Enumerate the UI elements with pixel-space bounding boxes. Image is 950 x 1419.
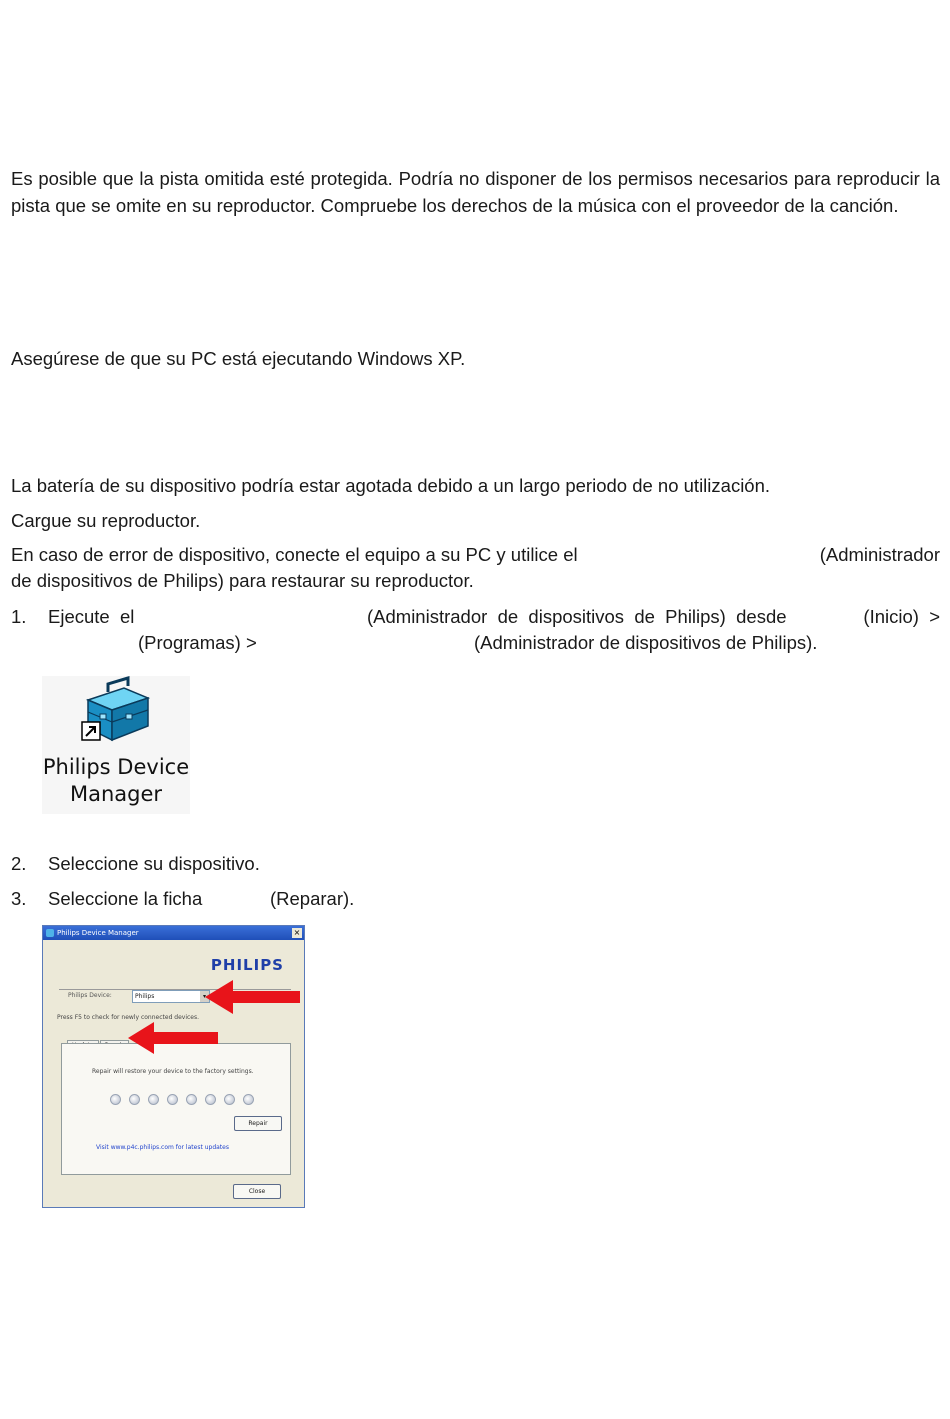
step-3-text-a: Seleccione la ficha bbox=[48, 888, 203, 909]
paragraph-error-line2: de dispositivos de Philips) para restaurar su reproductor. bbox=[11, 570, 474, 591]
dialog-title: Philips Device Manager bbox=[57, 929, 139, 937]
philips-logo: PHILIPS bbox=[210, 956, 284, 974]
progress-dot bbox=[167, 1094, 178, 1105]
paragraph-charge: Cargue su reproductor. bbox=[11, 510, 201, 531]
paragraph-error-line1-start: En caso de error de dispositivo, conecte el equipo a su PC y utilice el bbox=[11, 544, 578, 565]
arrow-to-repair-tab bbox=[128, 1022, 220, 1054]
step-1-text-d: (Programas) > bbox=[138, 632, 257, 653]
close-button[interactable]: Close bbox=[233, 1184, 281, 1199]
step-number-1: 1. bbox=[11, 606, 27, 627]
toolbox-icon bbox=[78, 676, 154, 752]
updates-link[interactable]: Visit www.p4c.philips.com for latest updates bbox=[96, 1144, 229, 1151]
arrow-shape bbox=[205, 980, 300, 1014]
repair-button[interactable]: Repair bbox=[234, 1116, 282, 1131]
progress-dot bbox=[224, 1094, 235, 1105]
device-select-value: Philips bbox=[135, 993, 155, 1000]
progress-dot bbox=[205, 1094, 216, 1105]
paragraph-protected-track: Es posible que la pista omitida esté protegida. Podría no disponer de los permisos necesarios para reproducir la pista que se omite en su reproductor. Compruebe los derechos de la música con el proveedor de la canción. bbox=[11, 168, 940, 216]
progress-dot bbox=[243, 1094, 254, 1105]
philips-device-manager-dialog bbox=[42, 925, 305, 1208]
progress-dot bbox=[129, 1094, 140, 1105]
device-label: Philips Device: bbox=[68, 992, 112, 999]
progress-dot bbox=[186, 1094, 197, 1105]
dialog-titlebar bbox=[43, 926, 304, 940]
progress-dots bbox=[110, 1090, 262, 1109]
step-3-text-b: (Reparar). bbox=[270, 888, 355, 909]
repair-description: Repair will restore your device to the factory settings. bbox=[92, 1068, 254, 1075]
progress-dot bbox=[148, 1094, 159, 1105]
paragraph-error-line1-end: (Administrador bbox=[819, 544, 940, 565]
refresh-hint: Press F5 to check for newly connected devices. bbox=[57, 1014, 200, 1021]
philips-device-manager-shortcut[interactable] bbox=[42, 676, 190, 814]
shortcut-label: Philips Device Manager bbox=[42, 755, 190, 806]
arrow-shape bbox=[128, 1022, 218, 1054]
arrow-to-device-select bbox=[205, 980, 302, 1014]
step-1-text-e: (Administrador de dispositivos de Philips). bbox=[474, 632, 818, 653]
step-number-2: 2. bbox=[11, 853, 27, 874]
progress-dot bbox=[110, 1094, 121, 1105]
step-1-text-c: (Inicio) > bbox=[863, 606, 940, 627]
step-number-3: 3. bbox=[11, 888, 27, 909]
dialog-close-icon[interactable]: × bbox=[293, 928, 301, 937]
step-1-text-b: (Administrador de dispositivos de Philips) desde bbox=[367, 606, 787, 627]
device-select[interactable] bbox=[132, 990, 210, 1003]
step-1-text-a: Ejecute el bbox=[48, 606, 135, 627]
app-icon bbox=[46, 929, 54, 937]
paragraph-battery: La batería de su dispositivo podría estar agotada debido a un largo periodo de no utilización. bbox=[11, 475, 771, 496]
step-2-text: Seleccione su dispositivo. bbox=[48, 853, 260, 874]
repair-panel bbox=[61, 1043, 291, 1175]
paragraph-windows-xp: Asegúrese de que su PC está ejecutando Windows XP. bbox=[11, 348, 466, 369]
chevron-down-icon[interactable]: ▾ bbox=[200, 991, 209, 1002]
